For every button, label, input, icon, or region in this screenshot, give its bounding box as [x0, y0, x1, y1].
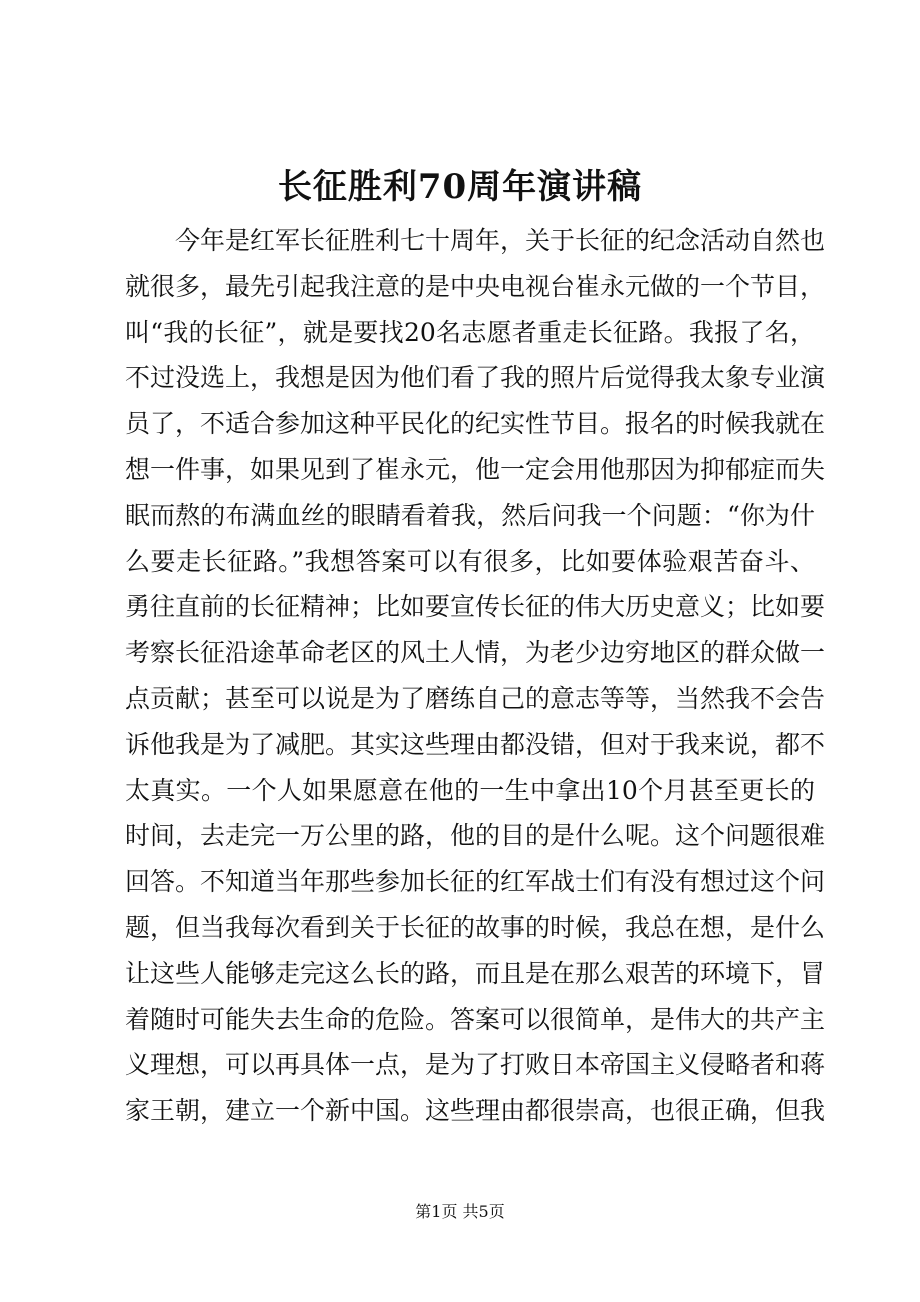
paragraph-line: 家王朝，建立一个新中国。这些理由都很崇高，也很正确，但我: [125, 1096, 826, 1126]
paragraph-line: 勇往直前的长征精神；比如要宣传长征的伟大历史意义；比如要: [125, 592, 826, 622]
paragraph-line: 诉他我是为了减肥。其实这些理由都没错，但对于我来说，都不: [125, 729, 826, 759]
paragraph-line: 考察长征沿途革命老区的风土人情，为老少边穷地区的群众做一: [125, 638, 826, 668]
paragraph-line: 让这些人能够走完这么长的路，而且是在那么艰苦的环境下，冒: [125, 958, 826, 988]
paragraph-line: 太真实。一个人如果愿意在他的一生中拿出10个月甚至更长的: [125, 775, 815, 805]
paragraph-line: 点贡献；甚至可以说是为了磨练自己的意志等等，当然我不会告: [125, 683, 826, 713]
paragraph-line: 回答。不知道当年那些参加长征的红军战士们有没有想过这个问: [125, 867, 826, 897]
paragraph-line: 么要走长征路。”我想答案可以有很多，比如要体验艰苦奋斗、: [125, 546, 815, 576]
paragraph-line: 就很多，最先引起我注意的是中央电视台崔永元做的一个节目，: [125, 271, 826, 301]
page-footer: 第1页 共5页: [415, 1202, 505, 1221]
page-title: 长征胜利70周年演讲稿: [277, 167, 643, 207]
paragraph-line: 叫“我的长征”，就是要找20名志愿者重走长征路。我报了名，: [125, 317, 815, 347]
paragraph-line: 着随时可能失去生命的危险。答案可以很简单，是伟大的共产主: [125, 1004, 826, 1034]
paragraph-line: 今年是红军长征胜利七十周年，关于长征的纪念活动自然也: [175, 226, 826, 255]
paragraph-line: 想一件事，如果见到了崔永元，他一定会用他那因为抑郁症而失: [125, 454, 826, 484]
paragraph-line: 时间，去走完一万公里的路，他的目的是什么呢。这个问题很难: [125, 821, 826, 851]
paragraph-line: 题，但当我每次看到关于长征的故事的时候，我总在想，是什么: [125, 912, 826, 942]
body-text: [125, 218, 826, 1134]
paragraph-line: 员了，不适合参加这种平民化的纪实性节目。报名的时候我就在: [125, 409, 826, 439]
paragraph-line: 义理想，可以再具体一点，是为了打败日本帝国主义侵略者和蒋: [125, 1050, 826, 1080]
paragraph-line: 眠而熬的布满血丝的眼睛看着我，然后问我一个问题：“你为什: [125, 500, 815, 530]
paragraph-line: 不过没选上，我想是因为他们看了我的照片后觉得我太象专业演: [125, 363, 826, 393]
